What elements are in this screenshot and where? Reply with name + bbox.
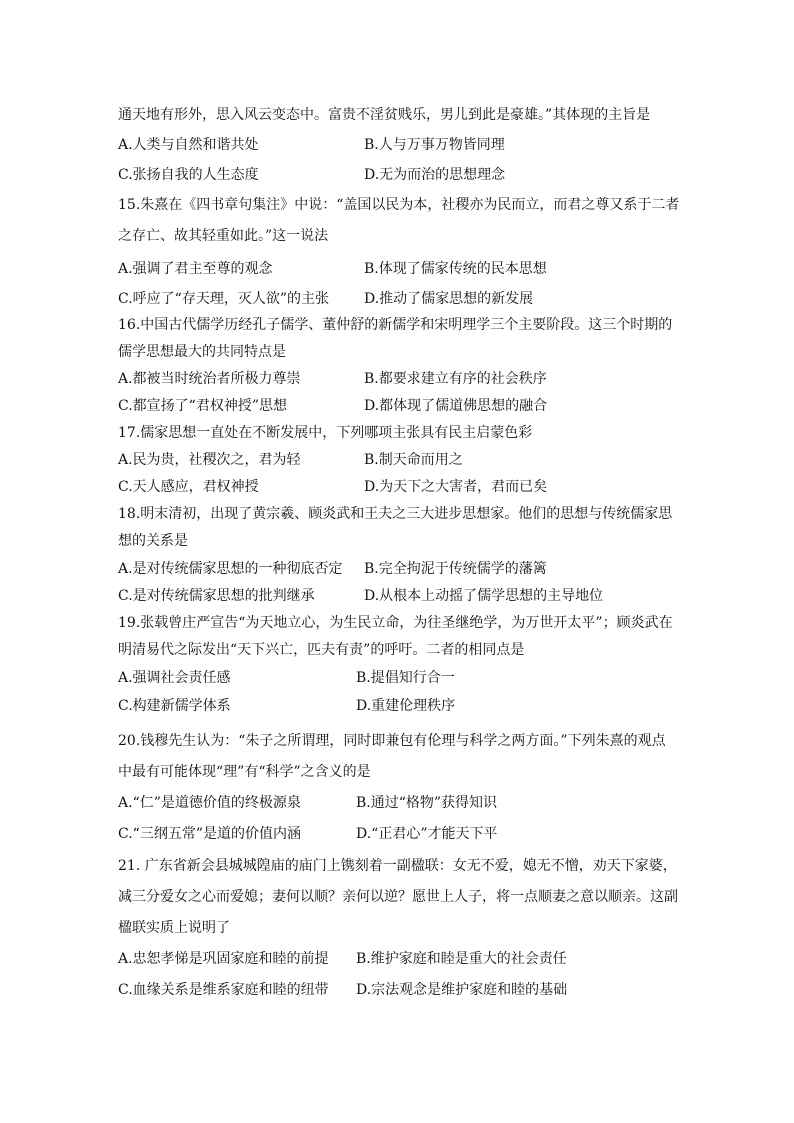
question-14-stem-tail: 通天地有形外，思入风云变态中。富贵不淫贫贱乐，男儿到此是豪雄。”其体现的主旨是	[118, 107, 651, 123]
option-20-b: B.通过“格物”获得知识	[356, 795, 498, 811]
option-21-b: B.维护家庭和睦是重大的社会责任	[356, 951, 567, 967]
option-20-a: A.“仁”是道德价值的终极源泉	[118, 795, 301, 811]
option-19-d: D.重建伦理秩序	[356, 698, 456, 714]
option-18-b: B.完全拘泥于传统儒学的藩篱	[364, 561, 547, 577]
option-17-a: A.民为贵，社稷次之，君为轻	[118, 452, 301, 468]
option-14-d: D.无为而治的思想理念	[364, 167, 506, 183]
option-17-d: D.为天下之大害者，君而已矣	[364, 479, 548, 495]
option-19-b: B.提倡知行合一	[356, 670, 455, 686]
option-20-d: D.“正君心”才能天下平	[356, 826, 498, 842]
option-19-c: C.构建新儒学体系	[118, 698, 231, 714]
question-21-stem-cont2: 楹联实质上说明了	[118, 920, 230, 936]
question-17-stem: 17.儒家思想一直处在不断发展中，下列哪项主张具有民主启蒙色彩	[118, 425, 533, 441]
question-21-stem-cont: 减三分爱女之心而爱媳；妻何以顺？亲何以逆？愿世上人子，将一点顺妻之意以顺亲。这副	[118, 889, 678, 905]
option-19-a: A.强调社会责任感	[118, 670, 231, 686]
option-15-c: C.呼应了“存天理，灭人欲”的主张	[118, 291, 329, 307]
option-15-b: B.体现了儒家传统的民本思想	[364, 261, 547, 277]
option-14-c: C.张扬自我的人生态度	[118, 167, 259, 183]
question-19-stem-cont: 明清易代之际发出“天下兴亡，匹夫有责”的呼吁。二者的相同点是	[118, 642, 525, 658]
question-18-stem: 18.明末清初，出现了黄宗羲、顾炎武和王夫之三大进步思想家。他们的思想与传统儒家思	[118, 506, 673, 522]
question-20-stem-cont: 中最有可能体现“理”有“科学”之含义的是	[118, 764, 371, 780]
option-20-c: C.“三纲五常”是道的价值内涵	[118, 826, 301, 842]
question-15-stem-cont: 之存亡、故其轻重如此。”这一说法	[118, 228, 329, 244]
option-16-c: C.都宣扬了“君权神授”思想	[118, 398, 287, 414]
option-16-d: D.都体现了儒道佛思想的融合	[364, 398, 548, 414]
option-21-c: C.血缘关系是维系家庭和睦的纽带	[118, 982, 329, 998]
question-18-stem-cont: 想的关系是	[118, 533, 188, 549]
option-18-a: A.是对传统儒家思想的一种彻底否定	[118, 561, 343, 577]
question-19-stem: 19.张载曾庄严宣告“为天地立心，为生民立命，为往圣继绝学，为万世开太平”；顾炎武在	[118, 615, 673, 631]
option-18-d: D.从根本上动摇了儒学思想的主导地位	[364, 588, 604, 604]
question-21-stem: 21. 广东省新会县城城隍庙的庙门上镌刻着一副楹联：女无不爱，媳无不憎，劝天下家婆，	[118, 858, 677, 874]
question-16-stem-cont: 儒学思想最大的共同特点是	[118, 344, 286, 360]
option-15-d: D.推动了儒家思想的新发展	[364, 291, 534, 307]
option-15-a: A.强调了君主至尊的观念	[118, 261, 273, 277]
option-21-d: D.宗法观念是维护家庭和睦的基础	[356, 982, 568, 998]
question-15-stem: 15.朱熹在《四书章句集注》中说：“盖国以民为本，社稷亦为民而立，而君之尊又系于二者	[118, 197, 680, 213]
option-17-c: C.天人感应，君权神授	[118, 479, 259, 495]
question-20-stem: 20.钱穆先生认为：“朱子之所谓理，同时即兼包有伦理与科学之两方面。”下列朱熹的观点	[118, 733, 666, 749]
option-16-b: B.都要求建立有序的社会秩序	[364, 371, 547, 387]
option-14-b: B.人与万事万物皆同理	[364, 137, 505, 153]
option-16-a: A.都被当时统治者所极力尊崇	[118, 371, 301, 387]
question-16-stem: 16.中国古代儒学历经孔子儒学、董仲舒的新儒学和宋明理学三个主要阶段。这三个时期的	[118, 317, 673, 333]
option-14-a: A.人类与自然和谐共处	[118, 137, 259, 153]
option-21-a: A.忠恕孝悌是巩固家庭和睦的前提	[118, 951, 329, 967]
option-18-c: C.是对传统儒家思想的批判继承	[118, 588, 315, 604]
option-17-b: B.制天命而用之	[364, 452, 463, 468]
